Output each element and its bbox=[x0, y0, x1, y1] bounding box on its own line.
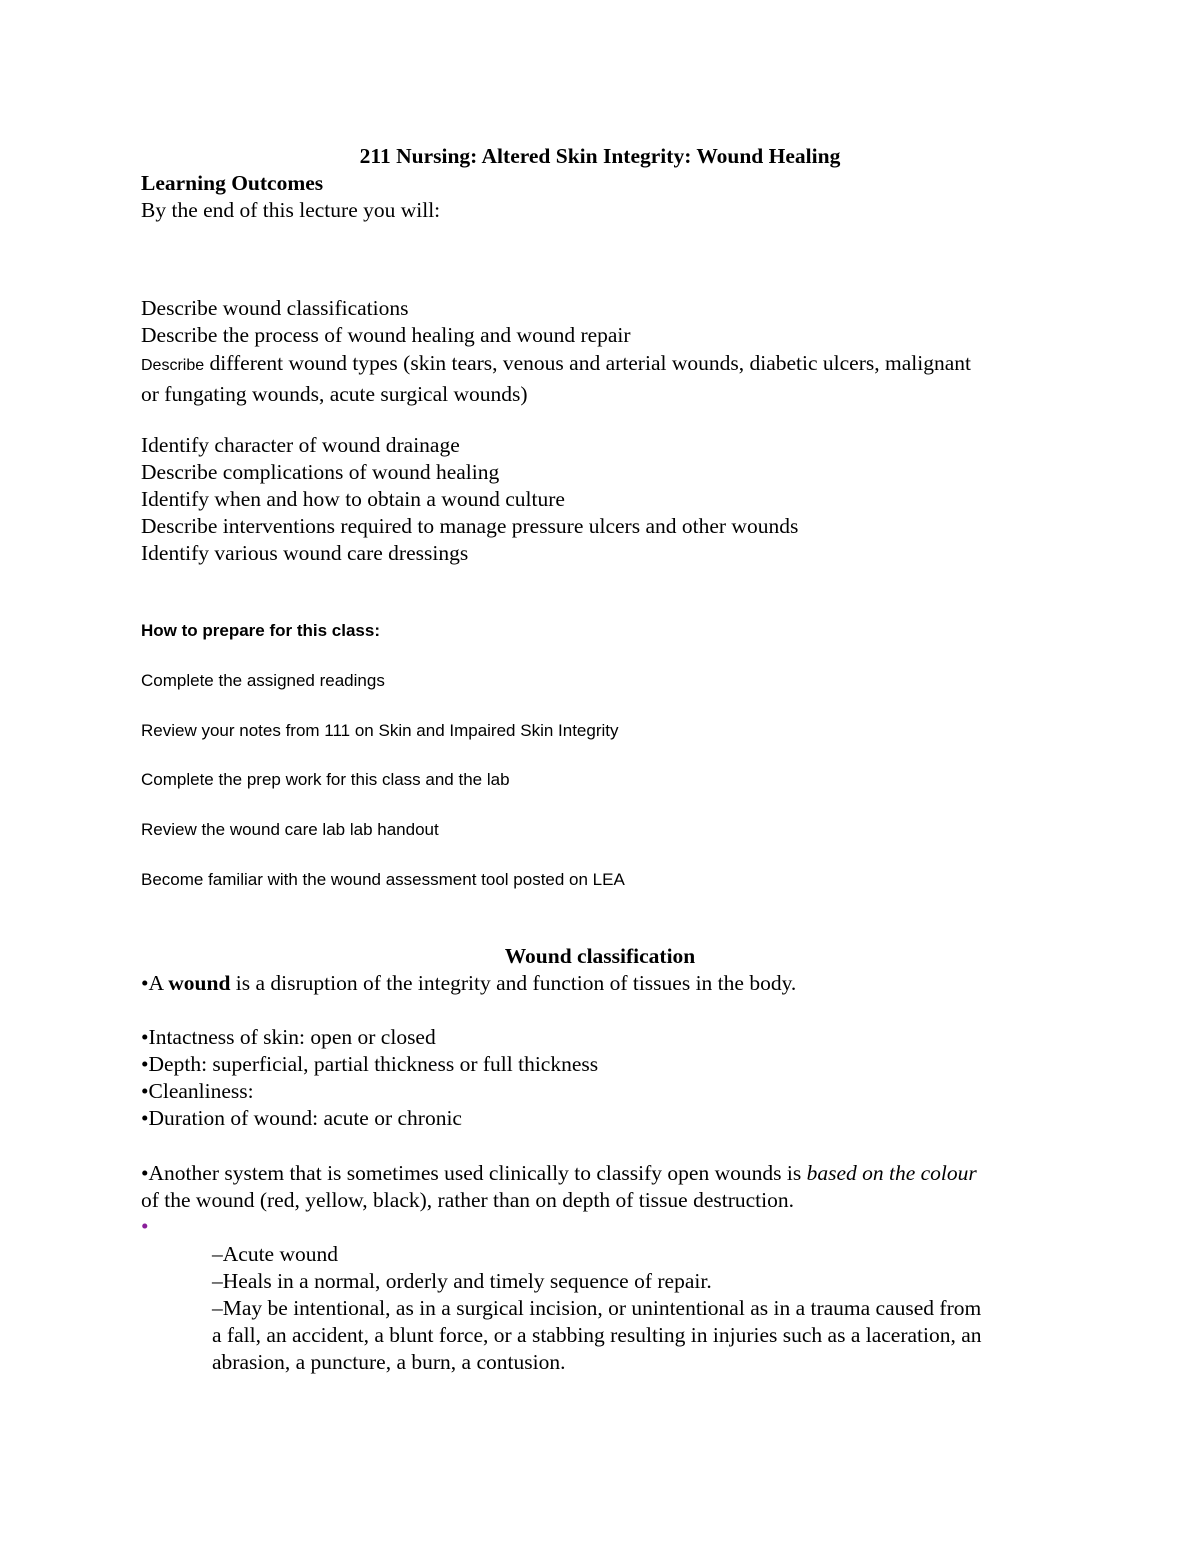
acute-text: Acute wound bbox=[222, 1242, 338, 1266]
acute-text: Heals in a normal, orderly and timely sequence of repair. bbox=[222, 1269, 712, 1293]
outcome-item: Identify when and how to obtain a wound culture bbox=[141, 487, 565, 511]
acute-text: May be intentional, as in a surgical incision, or unintentional as in a trauma caused from bbox=[222, 1296, 982, 1320]
outcome-item-rest: different wound types (skin tears, venous and arterial wounds, diabetic ulcers, malignant bbox=[204, 351, 971, 375]
dash: – bbox=[212, 1269, 223, 1293]
prepare-heading: How to prepare for this class: bbox=[141, 621, 380, 640]
outcome-item: Describe the process of wound healing and wound repair bbox=[141, 323, 631, 347]
bullet: • bbox=[141, 1025, 149, 1049]
prepare-item: Complete the assigned readings bbox=[141, 671, 385, 690]
definition-term: wound bbox=[168, 971, 231, 995]
outcome-item: Describe wound classifications bbox=[141, 296, 409, 320]
prepare-item: Become familiar with the wound assessment tool posted on LEA bbox=[141, 870, 625, 889]
prepare-item: Review the wound care lab lab handout bbox=[141, 820, 439, 839]
acute-item bbox=[212, 1268, 712, 1295]
empty-bullet: • bbox=[141, 1214, 149, 1238]
criteria-text: Intactness of skin: open or closed bbox=[148, 1025, 436, 1049]
acute-item bbox=[212, 1295, 981, 1322]
criteria-item bbox=[141, 1051, 598, 1078]
color-classification-emphasis: based on the colour bbox=[806, 1161, 977, 1185]
document-title: 211 Nursing: Altered Skin Integrity: Wound Healing bbox=[359, 144, 841, 168]
bullet: • bbox=[141, 971, 149, 995]
acute-item-continuation: abrasion, a puncture, a burn, a contusion. bbox=[212, 1350, 566, 1374]
criteria-item bbox=[141, 1024, 436, 1051]
acute-item bbox=[212, 1241, 338, 1268]
outcome-item: Describe interventions required to manage pressure ulcers and other wounds bbox=[141, 514, 799, 538]
acute-item-continuation: a fall, an accident, a blunt force, or a stabbing resulting in injuries such as a laceration, an bbox=[212, 1323, 982, 1347]
outcome-item-continuation: or fungating wounds, acute surgical wounds) bbox=[141, 382, 528, 406]
criteria-text: Depth: superficial, partial thickness or full thickness bbox=[148, 1052, 599, 1076]
outcome-lead-word: Describe bbox=[141, 357, 205, 374]
criteria-item bbox=[141, 1105, 462, 1132]
color-classification-pre: Another system that is sometimes used clinically to classify open wounds is bbox=[148, 1161, 807, 1185]
criteria-text: Duration of wound: acute or chronic bbox=[148, 1106, 462, 1130]
wound-definition bbox=[141, 970, 796, 997]
prepare-item: Review your notes from 111 on Skin and Impaired Skin Integrity bbox=[141, 721, 619, 740]
wound-classification-heading: Wound classification bbox=[504, 944, 696, 968]
learning-outcomes-intro: By the end of this lecture you will: bbox=[141, 198, 441, 222]
outcome-item: Identify character of wound drainage bbox=[141, 433, 460, 457]
outcome-item: Describe complications of wound healing bbox=[141, 460, 500, 484]
outcome-item bbox=[141, 350, 971, 379]
bullet: • bbox=[141, 1161, 149, 1185]
prepare-item: Complete the prep work for this class and the lab bbox=[141, 770, 510, 789]
dash: – bbox=[212, 1242, 223, 1266]
definition-pre: A bbox=[148, 971, 169, 995]
criteria-text: Cleanliness: bbox=[148, 1079, 254, 1103]
color-classification-text bbox=[141, 1160, 977, 1187]
color-classification-continuation: of the wound (red, yellow, black), rather than on depth of tissue destruction. bbox=[141, 1188, 794, 1212]
bullet: • bbox=[141, 1052, 149, 1076]
dash: – bbox=[212, 1296, 223, 1320]
criteria-item bbox=[141, 1078, 254, 1105]
bullet: • bbox=[141, 1106, 149, 1130]
definition-post: is a disruption of the integrity and function of tissues in the body. bbox=[230, 971, 797, 995]
outcome-item: Identify various wound care dressings bbox=[141, 541, 469, 565]
bullet: • bbox=[141, 1079, 149, 1103]
learning-outcomes-heading: Learning Outcomes bbox=[141, 171, 324, 195]
